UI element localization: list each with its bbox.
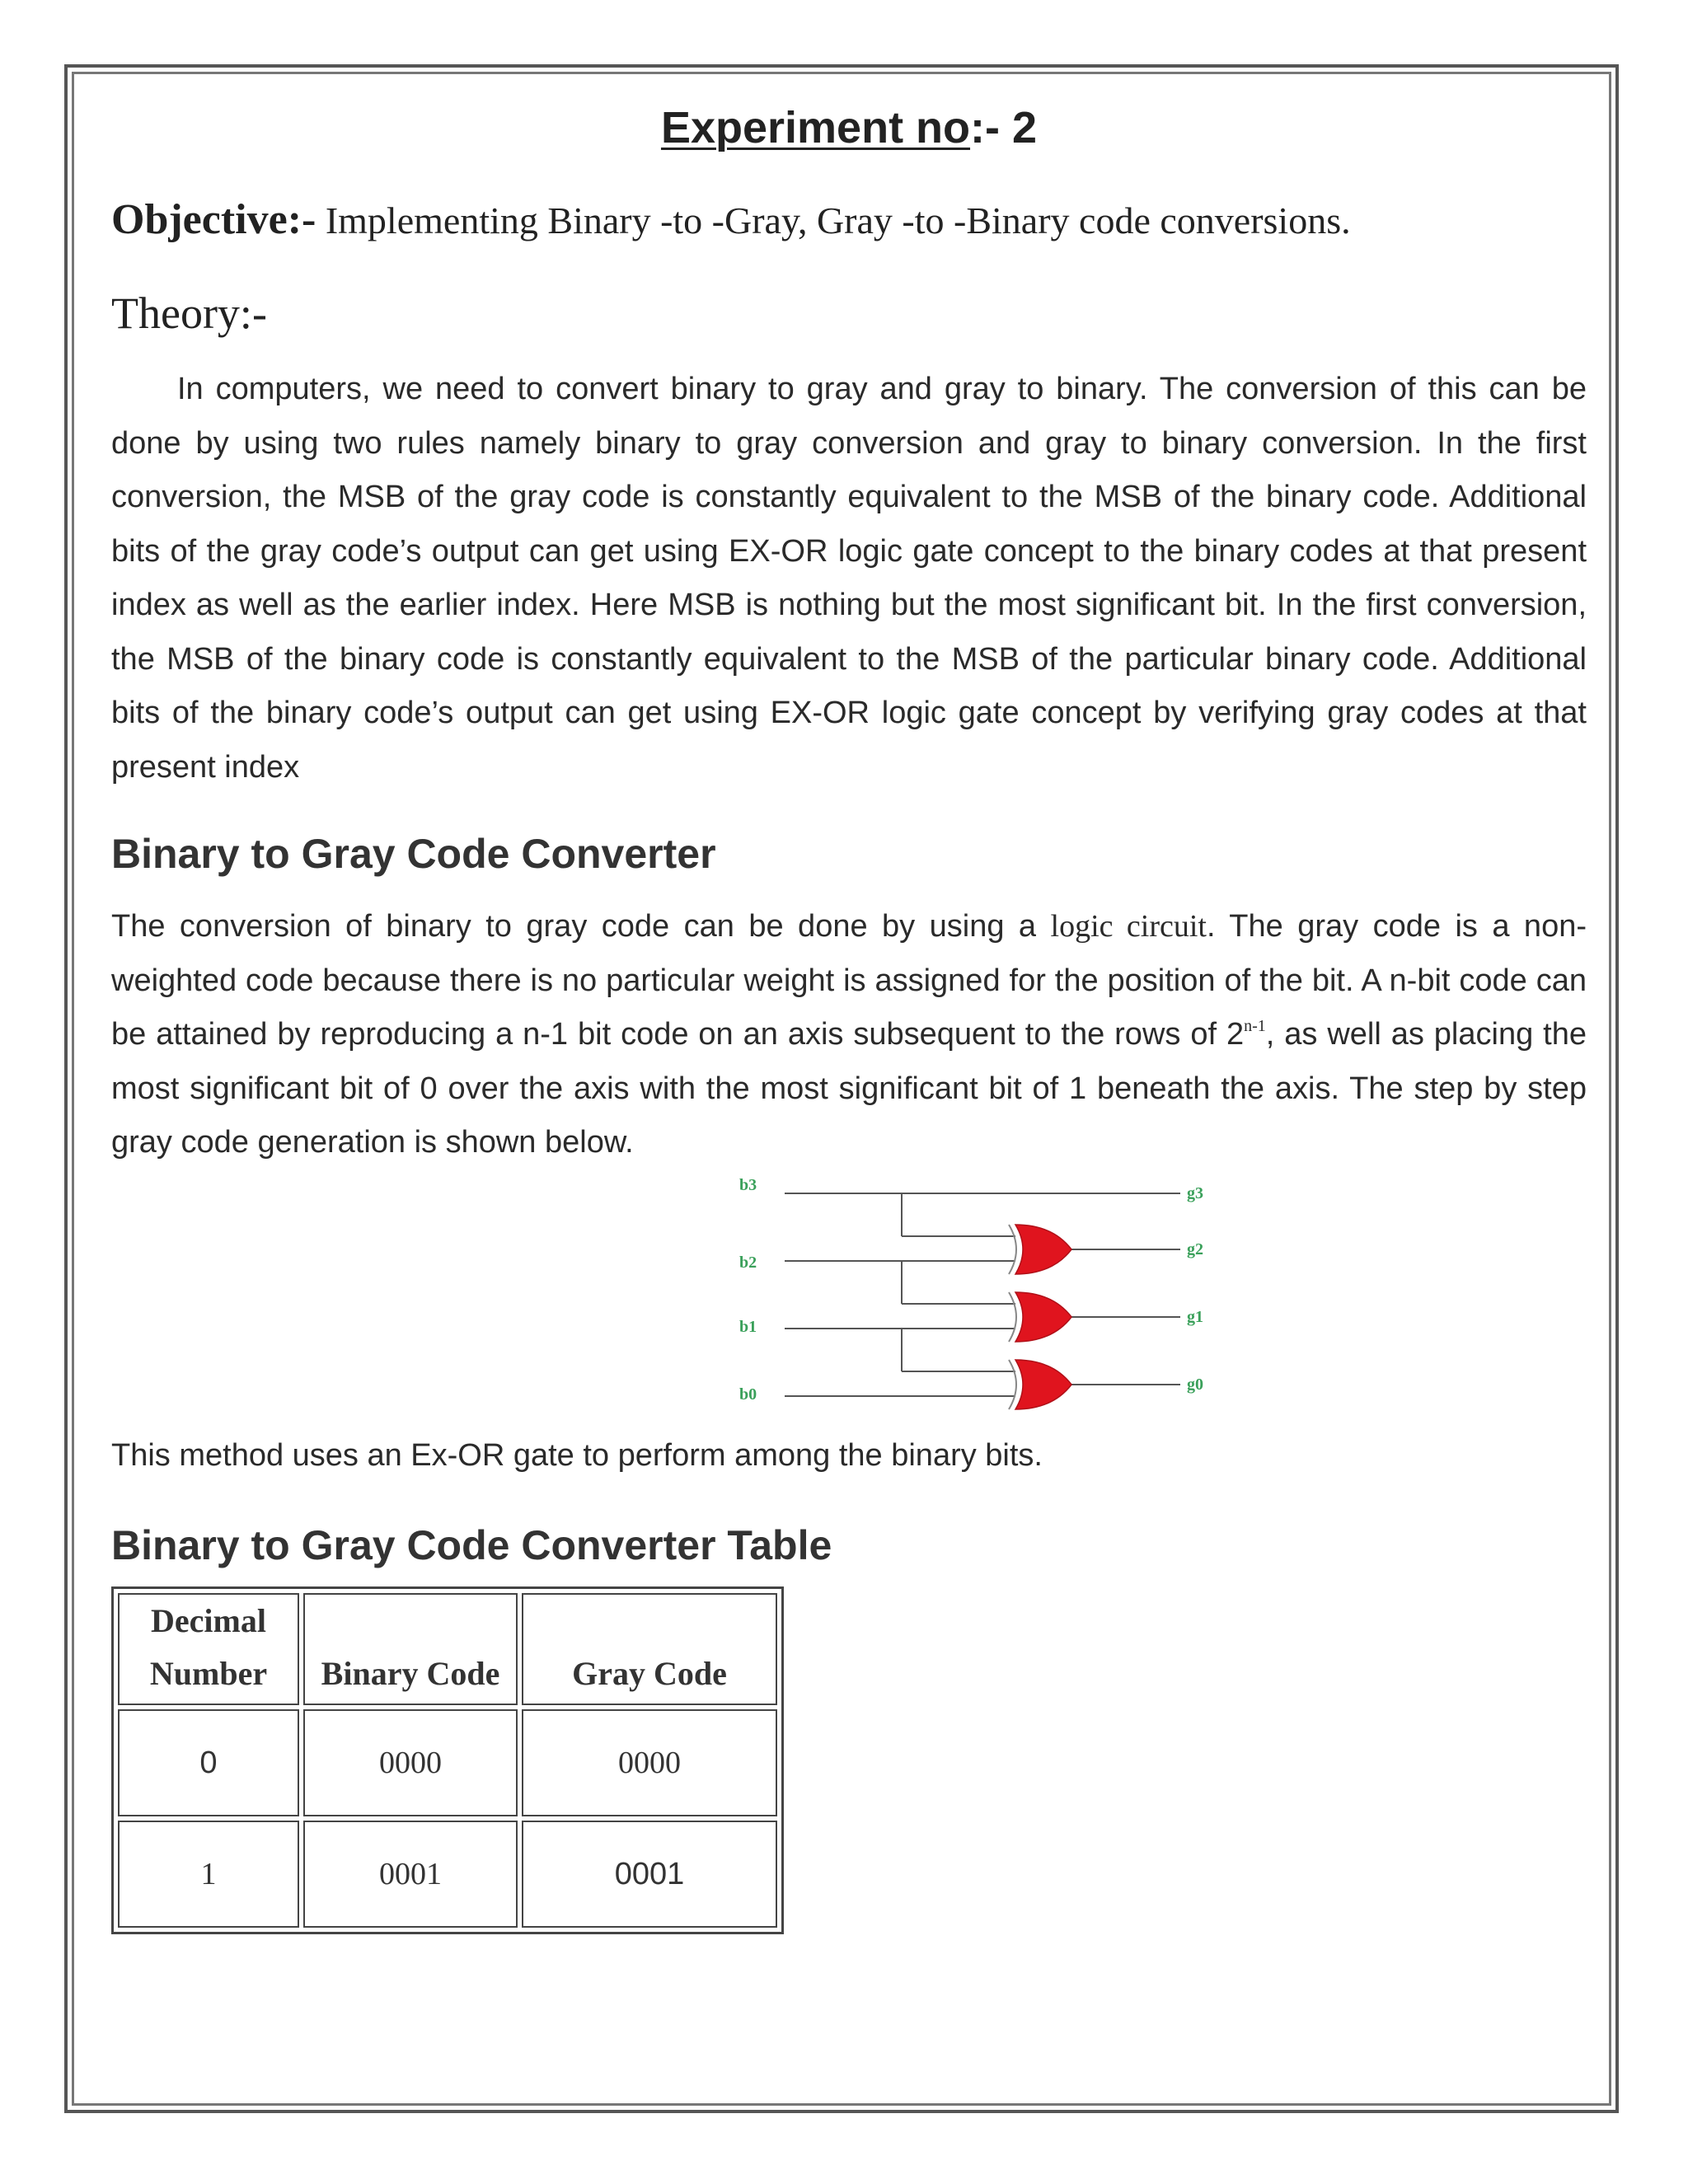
- output-label-g2: g2: [1187, 1240, 1203, 1258]
- experiment-title: [111, 95, 1587, 161]
- document-content: [111, 95, 1587, 1934]
- objective-text: Implementing Binary -to -Gray, Gray -to -Binary code conversions.: [316, 199, 1351, 241]
- table-header-row: [118, 1593, 777, 1705]
- converter-heading: Binary to Gray Code Converter: [111, 831, 716, 877]
- output-label-g3: g3: [1187, 1183, 1203, 1202]
- cell-binary: 0001: [303, 1821, 518, 1928]
- cell-gray: 0000: [522, 1709, 777, 1816]
- exponent-superscript: n-1: [1244, 1017, 1266, 1035]
- converter-text-2: . The gray code is a non-weighted code because there is no particular weight is assigned for the position of the bit. A n-bit code can be attained by reproducing a n-1 bit code on an axis subsequent to the rows of 2: [111, 909, 1587, 1052]
- converter-text-1: The conversion of binary to gray code can be done by using a: [111, 909, 1051, 944]
- header-decimal-number: [118, 1593, 299, 1705]
- xor-gate-3: [1009, 1360, 1071, 1409]
- table-heading: Binary to Gray Code Converter Table: [111, 1522, 832, 1568]
- objective-label: Objective:-: [111, 196, 316, 243]
- xor-gates: [1009, 1225, 1071, 1409]
- title-number: :- 2: [970, 103, 1038, 152]
- table-row: [118, 1821, 777, 1928]
- xor-gate-back-curve: [1009, 1360, 1016, 1409]
- xor-gate-body: [1015, 1360, 1071, 1409]
- output-label-g1: g1: [1187, 1307, 1203, 1326]
- objective-line: [111, 195, 1587, 246]
- input-label-b1: b1: [739, 1317, 757, 1336]
- cell-decimal: 0: [118, 1709, 299, 1816]
- xor-gate-1: [1009, 1225, 1071, 1274]
- logic-circuit-text: logic circuit: [1050, 909, 1207, 944]
- title-underlined: Experiment no: [660, 103, 971, 152]
- xor-gate-body: [1015, 1225, 1071, 1274]
- cell-binary: 0000: [303, 1709, 518, 1816]
- table-row: [118, 1709, 777, 1816]
- header-gray-code: Gray Code: [522, 1593, 777, 1705]
- theory-label: Theory:-: [111, 288, 267, 338]
- method-paragraph: This method uses an Ex-OR gate to perform among the binary bits.: [111, 1437, 1043, 1473]
- header-decimal-line2: Number: [149, 1655, 268, 1692]
- xor-gate-back-curve: [1009, 1292, 1016, 1342]
- xor-gate-back-curve: [1009, 1225, 1016, 1274]
- header-decimal-line1: Decimal: [151, 1602, 266, 1639]
- cell-decimal: 1: [118, 1821, 299, 1928]
- theory-paragraph: In computers, we need to convert binary to gray and gray to binary. The conversion of this can be done by using two rules namely binary to gray conversion and gray to binary conversion. In the first conversion, the MSB of the gray code is constantly equivalent to the MSB of the binary code. Additional bits of the gray code’s output can get using EX-OR logic gate concept to the binary codes at that present index as well as the earlier index. Here MSB is nothing but the most significant bit. In the first conversion, the MSB of the binary code is constantly equivalent to the MSB of the particular binary code. Additional bits of the binary code’s output can get using EX-OR logic gate concept by verifying gray codes at that present index: [111, 372, 1587, 785]
- input-label-b0: b0: [739, 1385, 757, 1404]
- xor-gate-body: [1015, 1292, 1071, 1342]
- circuit-svg: [636, 1179, 1230, 1426]
- input-label-b2: b2: [739, 1253, 757, 1272]
- header-binary-code: Binary Code: [303, 1593, 518, 1705]
- output-label-g0: g0: [1187, 1375, 1203, 1394]
- input-label-b3: b3: [739, 1178, 757, 1194]
- circuit-labels: [739, 1179, 1203, 1404]
- circuit-wires: [785, 1193, 1180, 1396]
- cell-gray: 0001: [522, 1821, 777, 1928]
- xor-gate-2: [1009, 1292, 1071, 1342]
- converter-paragraph: [111, 900, 1587, 1170]
- binary-to-gray-circuit-diagram: [636, 1179, 1230, 1426]
- conversion-table: [111, 1586, 784, 1934]
- converter-text-3: , as well as placing the most significant bit of 0 over the axis with the most significant bit of 1 beneath the axis. The step by step gray code generation is shown below.: [111, 1017, 1587, 1160]
